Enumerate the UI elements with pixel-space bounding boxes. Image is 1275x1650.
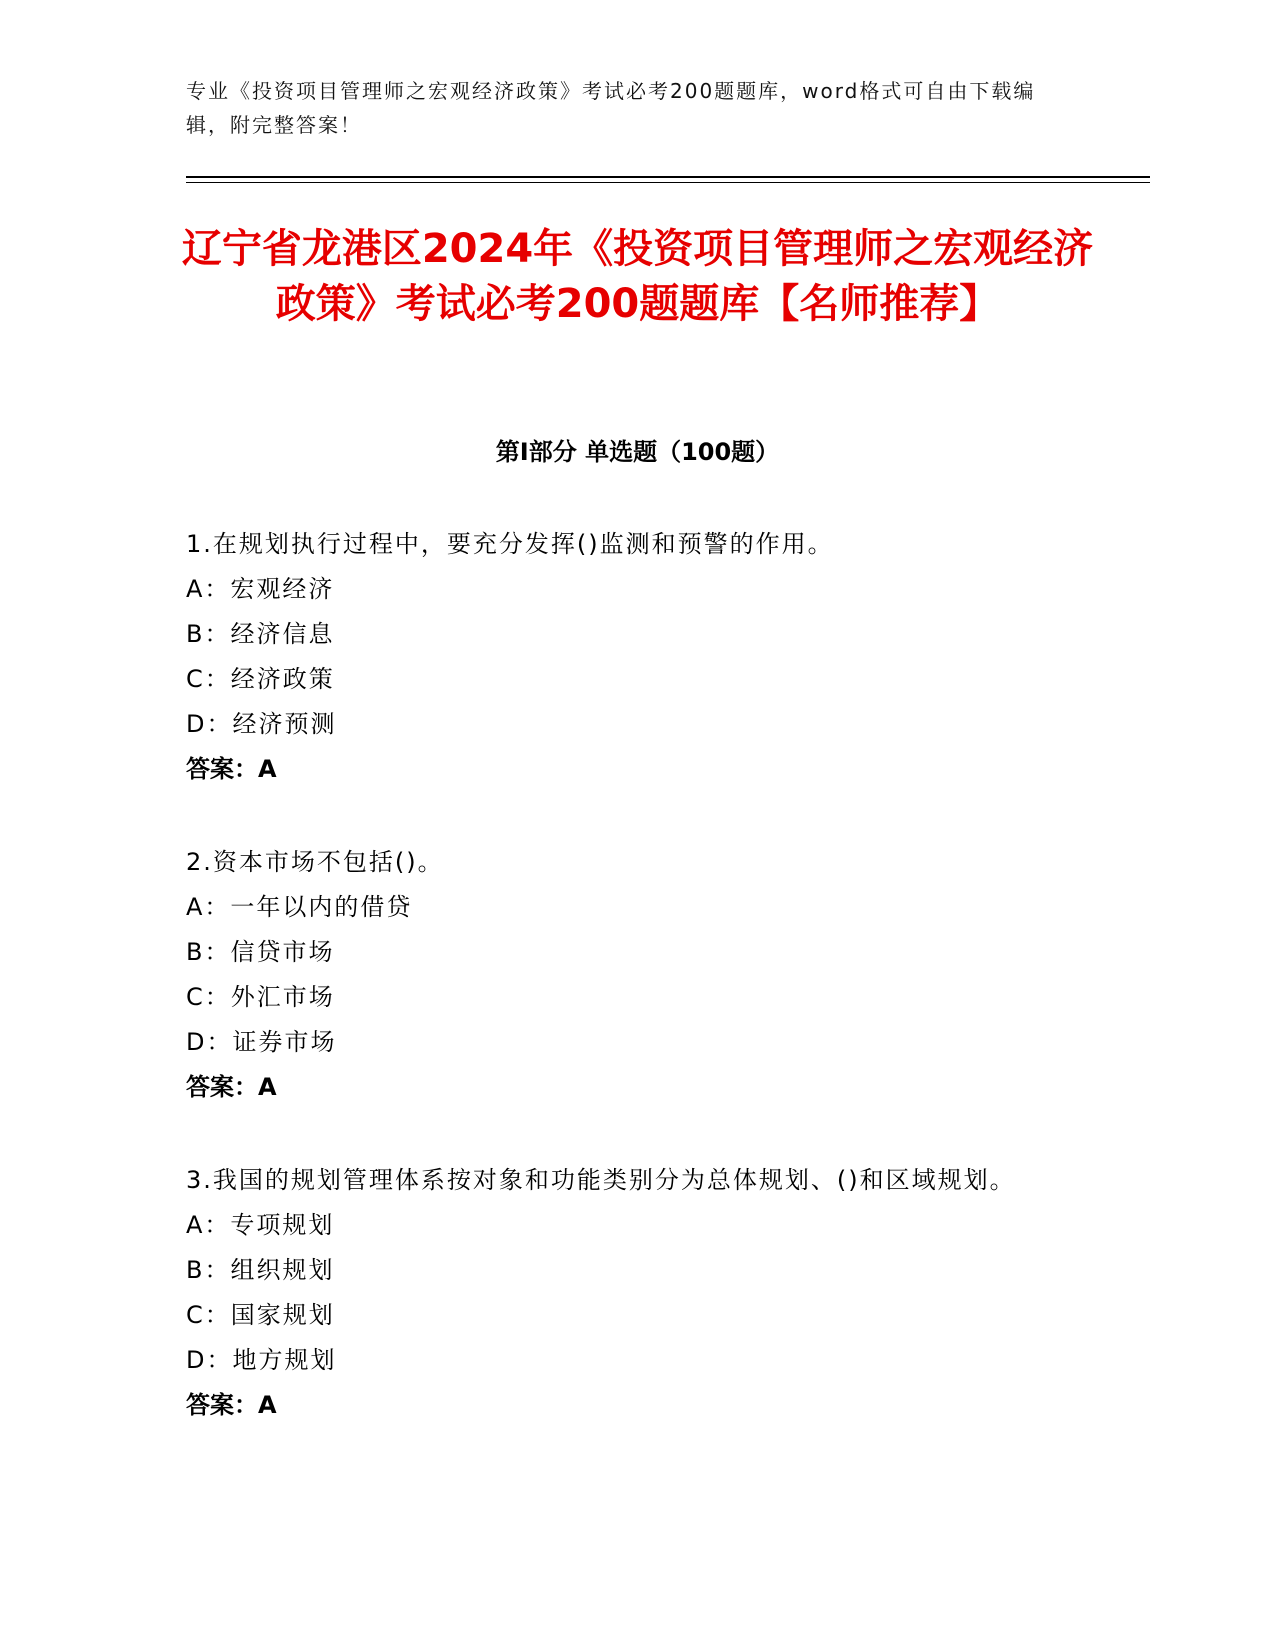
option-a: A：专项规划 [186,1211,335,1239]
document-title: 辽宁省龙港区2024年《投资项目管理师之宏观经济政策》考试必考200题题库【名师推荐】 [181,226,1094,327]
option-a: A：一年以内的借贷 [186,893,413,921]
option-c: C：经济政策 [186,665,335,693]
option-d: D：证券市场 [186,1028,337,1056]
option-d: D：经济预测 [186,710,337,738]
option-b: B：组织规划 [186,1256,335,1284]
section-title: 第I部分 单选题（100题） [495,438,780,466]
option-c: C：外汇市场 [186,983,335,1011]
option-b: B：经济信息 [186,620,335,648]
header-divider-thick [186,176,1150,178]
answer-line: 答案：A [186,755,277,783]
answer-line: 答案：A [186,1073,277,1101]
question-2 [186,840,1066,1110]
question-3 [186,1158,1066,1428]
question-stem: 3.我国的规划管理体系按对象和功能类别分为总体规划、()和区域规划。 [186,1166,1016,1194]
question-stem: 1.在规划执行过程中，要充分发挥()监测和预警的作用。 [186,530,834,558]
question-stem: 2.资本市场不包括()。 [186,848,444,876]
option-a: A：宏观经济 [186,575,335,603]
option-d: D：地方规划 [186,1346,337,1374]
header-divider-thin [186,182,1150,183]
question-1 [186,522,1066,792]
option-c: C：国家规划 [186,1301,335,1329]
option-b: B：信贷市场 [186,938,335,966]
header-note: 专业《投资项目管理师之宏观经济政策》考试必考200题题库，word格式可自由下载编辑，附完整答案！ [186,79,1036,137]
answer-line: 答案：A [186,1391,277,1419]
